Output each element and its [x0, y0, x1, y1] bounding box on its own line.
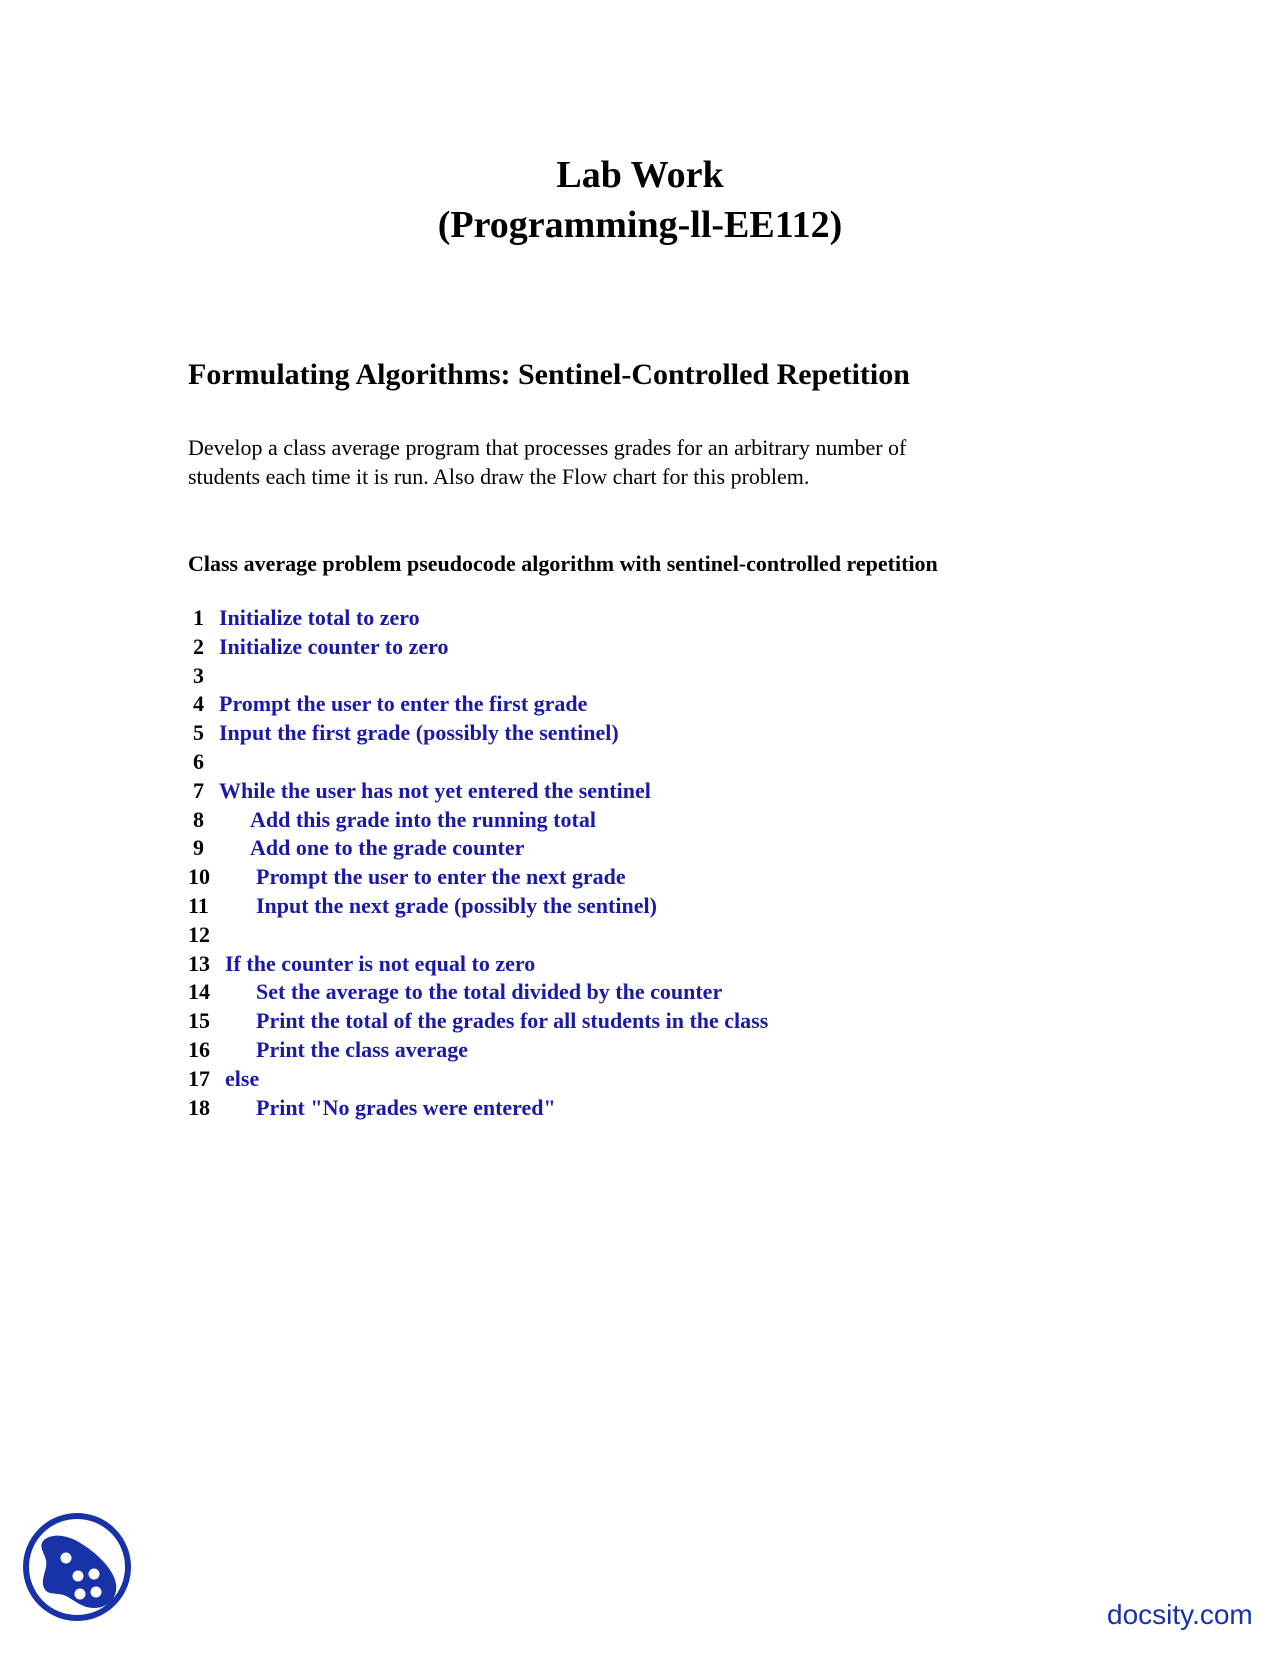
section-heading: Formulating Algorithms: Sentinel-Controlled Repetition: [188, 358, 910, 391]
line-number: 2: [193, 633, 204, 659]
pseudocode-heading: Class average problem pseudocode algorithm with sentinel-controlled repetition: [188, 551, 938, 576]
course-code-title: (Programming-ll-EE112): [437, 204, 843, 246]
pseudocode-line-9: [0, 834, 1280, 863]
line-number: 6: [193, 748, 204, 774]
description-line-2: students each time it is run. Also draw the Flow chart for this problem.: [188, 464, 810, 489]
line-text: Set the average to the total divided by the counter: [256, 979, 723, 1005]
line-text: Initialize total to zero: [219, 605, 420, 630]
document-title: Lab Work: [556, 154, 724, 196]
line-number: 1: [193, 605, 204, 630]
description-line-1: Develop a class average program that processes grades for an arbitrary number of: [188, 435, 907, 460]
pseudocode-line-13: [0, 950, 1280, 979]
line-number: 5: [193, 720, 204, 746]
line-number: 7: [193, 777, 204, 803]
line-number: 8: [193, 806, 204, 832]
pseudocode-list: [0, 604, 1280, 1122]
line-text: Add one to the grade counter: [250, 835, 525, 861]
line-text: Input the first grade (possibly the sentinel): [219, 720, 619, 746]
pseudocode-line-10: [0, 863, 1280, 892]
line-text: Print the class average: [256, 1036, 468, 1062]
pseudocode-line-4: [0, 690, 1280, 719]
line-text: Add this grade into the running total: [250, 806, 596, 832]
line-number: 10: [188, 864, 210, 890]
line-text: Prompt the user to enter the next grade: [256, 864, 626, 890]
pseudocode-line-3: [0, 662, 1280, 691]
pseudocode-line-5: [0, 719, 1280, 748]
line-text: If the counter is not equal to zero: [225, 950, 536, 976]
line-text: Input the next grade (possibly the sentinel): [256, 892, 657, 918]
pseudocode-line-14: [0, 978, 1280, 1007]
line-number: 14: [188, 979, 210, 1005]
pseudocode-line-2: [0, 633, 1280, 662]
line-number: 15: [188, 1008, 210, 1034]
line-text: Prompt the user to enter the first grade: [219, 691, 588, 717]
pseudocode-line-1: [0, 604, 1280, 633]
pseudocode-line-12: [0, 921, 1280, 950]
line-text: Print "No grades were entered": [256, 1094, 556, 1120]
line-number: 16: [188, 1036, 210, 1062]
pseudocode-line-17: [0, 1065, 1280, 1094]
docsity-brand-link[interactable]: docsity.com: [1107, 1599, 1253, 1630]
line-text: Initialize counter to zero: [219, 633, 449, 659]
pseudocode-line-18: [0, 1094, 1280, 1123]
pseudocode-line-6: [0, 748, 1280, 777]
line-number: 18: [188, 1094, 210, 1120]
docsity-logo-icon: [22, 1512, 132, 1622]
line-number: 3: [193, 662, 204, 688]
line-number: 17: [188, 1065, 210, 1091]
line-text: else: [225, 1065, 260, 1091]
line-number: 13: [188, 950, 210, 976]
line-number: 4: [193, 691, 204, 717]
pseudocode-line-8: [0, 806, 1280, 835]
line-number: 11: [188, 892, 209, 918]
line-number: 9: [193, 835, 204, 861]
line-text: Print the total of the grades for all students in the class: [256, 1008, 769, 1034]
pseudocode-line-7: [0, 777, 1280, 806]
line-text: While the user has not yet entered the sentinel: [219, 777, 651, 803]
pseudocode-line-15: [0, 1007, 1280, 1036]
pseudocode-line-11: [0, 892, 1280, 921]
pseudocode-line-16: [0, 1036, 1280, 1065]
line-number: 12: [188, 921, 210, 947]
